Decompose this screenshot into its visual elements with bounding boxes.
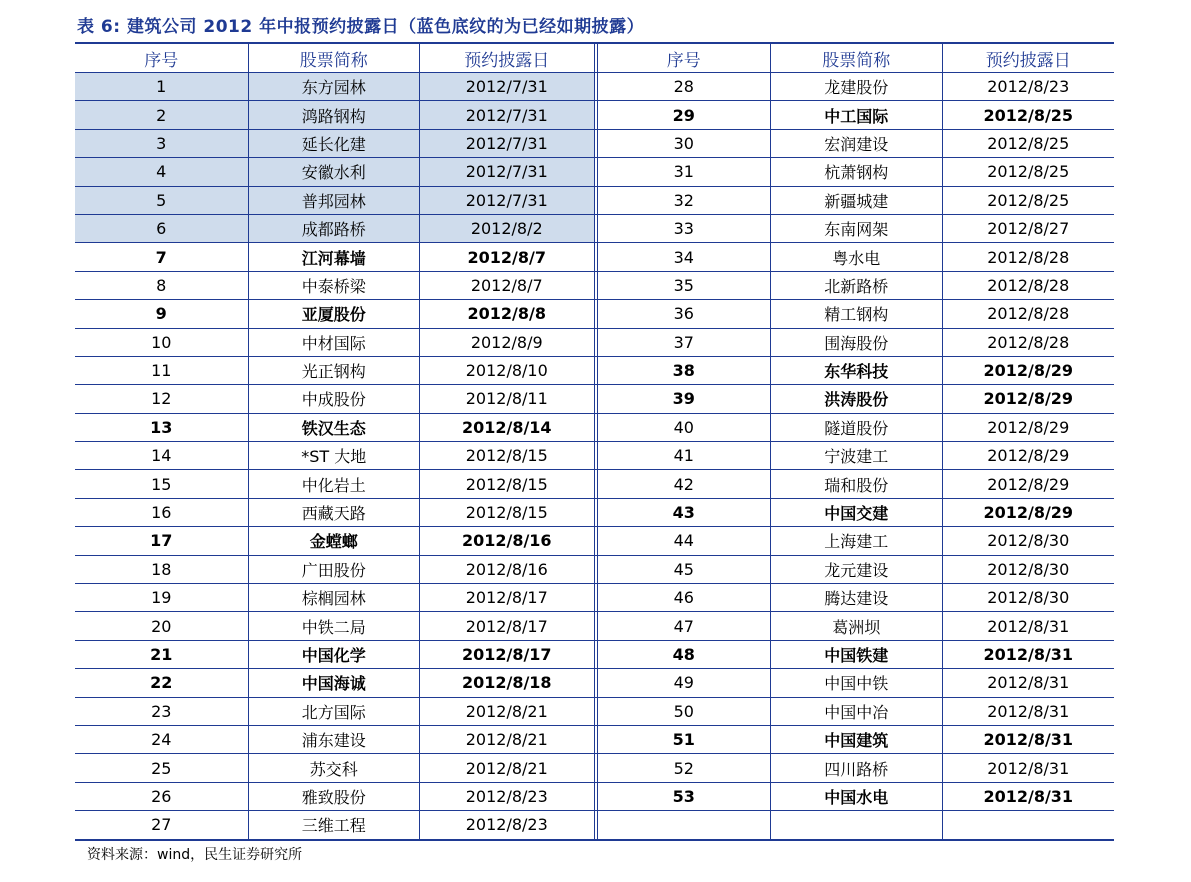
row-no-right: 48	[672, 645, 695, 664]
row-name-right: 宏润建设	[770, 130, 942, 157]
row-no-left: 20	[151, 616, 172, 636]
row-name-left: 苏交科	[248, 754, 420, 781]
row-name-left: 亚厦股份	[248, 300, 420, 327]
row-no-right: 39	[672, 389, 695, 409]
row-name-left: 光正钢构	[248, 357, 420, 384]
row-date-left: 2012/8/18	[419, 669, 594, 696]
row-name-right: 宁波建工	[770, 442, 942, 469]
row-name-right: 龙建股份	[770, 73, 942, 100]
row-name-left: 金螳螂	[248, 527, 420, 554]
row-name-right: 东华科技	[770, 357, 942, 384]
row-no-right: 28	[673, 77, 694, 97]
row-no-right: 45	[673, 559, 694, 579]
row-name-right: 腾达建设	[770, 584, 942, 611]
row-no-left: 21	[150, 645, 173, 664]
row-name-left: 中泰桥梁	[248, 272, 420, 299]
row-date-left: 2012/8/23	[419, 783, 594, 810]
row-name-right: 隧道股份	[770, 414, 942, 441]
table-row	[75, 357, 1114, 385]
row-name-left: 鸿路钢构	[248, 101, 420, 128]
row-date-left: 2012/8/15	[419, 470, 594, 497]
row-date-left: 2012/8/8	[419, 300, 594, 327]
row-name-right: 中国中冶	[770, 698, 942, 725]
row-name-right: 中工国际	[770, 101, 942, 128]
table-header	[75, 44, 1114, 73]
row-date-right: 2012/8/29	[942, 357, 1115, 384]
row-name-right: 四川路桥	[770, 754, 942, 781]
row-no-left: 26	[151, 786, 172, 806]
row-date-right: 2012/8/31	[942, 612, 1115, 639]
header-date-right: 预约披露日	[942, 44, 1115, 72]
table-row	[75, 329, 1114, 357]
row-no-right: 32	[673, 190, 694, 210]
row-date-right: 2012/8/28	[942, 300, 1115, 327]
row-no-right: 40	[673, 417, 694, 437]
row-date-right: 2012/8/25	[942, 130, 1115, 157]
row-name-left: 西藏天路	[248, 499, 420, 526]
row-date-right: 2012/8/27	[942, 215, 1115, 242]
row-date-left: 2012/8/15	[419, 499, 594, 526]
row-date-left: 2012/8/17	[419, 584, 594, 611]
table-row	[75, 470, 1114, 498]
row-no-left: 4	[75, 158, 248, 185]
row-no-left: 7	[155, 247, 167, 267]
table-title: 表 6: 建筑公司 2012 年中报预约披露日（蓝色底纹的为已经如期披露）	[77, 17, 645, 37]
row-date-left: 2012/7/31	[419, 187, 594, 214]
row-no-left: 6	[75, 215, 248, 242]
table-row	[75, 187, 1114, 215]
row-date-left: 2012/8/17	[419, 612, 594, 639]
row-no-right: 33	[673, 219, 694, 239]
row-no-right: 31	[673, 162, 694, 182]
row-name-right: 中国建筑	[770, 726, 942, 753]
table-row	[75, 527, 1114, 555]
row-no-left: 3	[75, 130, 248, 157]
row-name-left: 中铁二局	[248, 612, 420, 639]
row-date-right: 2012/8/29	[942, 499, 1115, 526]
row-no-left: 5	[75, 187, 248, 214]
row-name-left: 延长化建	[248, 130, 420, 157]
table-row	[75, 385, 1114, 413]
table-row	[75, 754, 1114, 782]
row-name-left: 浦东建设	[248, 726, 420, 753]
row-name-left: 三维工程	[248, 811, 420, 838]
row-date-right: 2012/8/31	[942, 783, 1115, 810]
row-no-left: 1	[75, 73, 248, 100]
header-name-right: 股票简称	[770, 44, 942, 72]
row-name-left: 中国海诚	[248, 669, 420, 696]
row-date-right: 2012/8/31	[942, 726, 1115, 753]
row-name-left: 江河幕墙	[248, 243, 420, 270]
table-row	[75, 101, 1114, 129]
row-date-left: 2012/8/7	[419, 272, 594, 299]
row-no-right: 50	[673, 701, 694, 721]
row-no-right: 30	[673, 133, 694, 153]
row-no-right: 29	[672, 105, 695, 125]
row-date-right: 2012/8/28	[942, 329, 1115, 356]
row-name-right: 葛洲坝	[770, 612, 942, 639]
row-no-right: 51	[672, 730, 695, 750]
row-name-right: 洪涛股份	[770, 385, 942, 412]
row-no-left: 25	[151, 758, 172, 778]
row-name-right	[770, 811, 942, 838]
table-row	[75, 130, 1114, 158]
row-no-left: 27	[151, 815, 172, 835]
row-name-right: 精工钢构	[770, 300, 942, 327]
table-row	[75, 215, 1114, 243]
table-row	[75, 584, 1114, 612]
row-name-right: 杭萧钢构	[770, 158, 942, 185]
row-no-left: 8	[156, 275, 167, 295]
row-no-right: 36	[673, 304, 694, 324]
row-name-right: 粤水电	[770, 243, 942, 270]
row-name-left: 棕榈园林	[248, 584, 420, 611]
row-no-right: 47	[673, 616, 694, 636]
source-note: 资料来源：wind，民生证券研究所	[87, 847, 303, 863]
row-date-left: 2012/8/17	[419, 641, 594, 668]
row-no-right: 46	[673, 588, 694, 608]
row-name-right: 东南网架	[770, 215, 942, 242]
row-date-right: 2012/8/28	[942, 272, 1115, 299]
row-name-left: *ST 大地	[248, 442, 420, 469]
row-no-left: 22	[150, 673, 173, 693]
table-row	[75, 158, 1114, 186]
header-no-right: 序号	[666, 50, 701, 71]
row-date-left: 2012/7/31	[419, 158, 594, 185]
row-no-right: 37	[673, 332, 694, 352]
row-date-left: 2012/8/11	[419, 385, 594, 412]
row-date-left: 2012/8/10	[419, 357, 594, 384]
row-date-left: 2012/7/31	[419, 101, 594, 128]
table-row	[75, 811, 1114, 839]
row-date-right: 2012/8/28	[942, 243, 1115, 270]
table-row	[75, 300, 1114, 328]
row-date-right: 2012/8/25	[942, 187, 1115, 214]
row-name-left: 东方园林	[248, 73, 420, 100]
row-no-right: 49	[673, 673, 694, 693]
table-row	[75, 669, 1114, 697]
row-date-right: 2012/8/31	[942, 641, 1115, 668]
row-name-right: 围海股份	[770, 329, 942, 356]
row-name-right: 中国中铁	[770, 669, 942, 696]
row-no-right: 42	[673, 474, 694, 494]
row-name-right: 北新路桥	[770, 272, 942, 299]
row-date-right: 2012/8/23	[942, 73, 1115, 100]
table-row	[75, 499, 1114, 527]
header-date-left: 预约披露日	[419, 44, 594, 72]
table-row	[75, 243, 1114, 271]
row-date-right: 2012/8/25	[942, 101, 1115, 128]
row-no-right: 38	[672, 361, 695, 381]
row-no-right: 43	[672, 503, 695, 523]
table-row	[75, 641, 1114, 669]
row-no-left: 16	[151, 503, 172, 523]
row-date-left: 2012/8/21	[419, 726, 594, 753]
row-name-right: 瑞和股份	[770, 470, 942, 497]
row-no-left: 23	[151, 701, 172, 721]
row-no-left: 17	[150, 531, 173, 551]
row-no-left: 9	[155, 304, 167, 324]
row-name-left: 中成股份	[248, 385, 420, 412]
row-date-left: 2012/8/23	[419, 811, 594, 838]
row-date-right: 2012/8/30	[942, 584, 1115, 611]
table-row	[75, 414, 1114, 442]
row-no-right	[598, 811, 771, 838]
row-name-left: 成都路桥	[248, 215, 420, 242]
row-date-left: 2012/8/21	[419, 698, 594, 725]
row-name-right: 中国铁建	[770, 641, 942, 668]
table-row	[75, 726, 1114, 754]
table-row	[75, 272, 1114, 300]
row-no-left: 12	[151, 389, 172, 409]
row-name-right: 中国交建	[770, 499, 942, 526]
row-name-left: 雅致股份	[248, 783, 420, 810]
row-date-right: 2012/8/31	[942, 754, 1115, 781]
row-no-right: 34	[673, 247, 694, 267]
row-no-left: 14	[151, 446, 172, 466]
row-date-right: 2012/8/29	[942, 442, 1115, 469]
row-no-left: 11	[151, 361, 172, 381]
row-name-left: 普邦园林	[248, 187, 420, 214]
row-date-left: 2012/7/31	[419, 130, 594, 157]
row-no-right: 35	[673, 275, 694, 295]
row-no-right: 44	[673, 531, 694, 551]
table-row	[75, 612, 1114, 640]
disclosure-table	[75, 44, 1114, 840]
row-date-right: 2012/8/29	[942, 414, 1115, 441]
row-date-right: 2012/8/30	[942, 527, 1115, 554]
row-name-left: 安徽水利	[248, 158, 420, 185]
row-date-right: 2012/8/29	[942, 385, 1115, 412]
row-no-left: 13	[150, 417, 173, 437]
row-no-right: 53	[672, 786, 695, 806]
row-name-right: 上海建工	[770, 527, 942, 554]
row-date-left: 2012/8/2	[419, 215, 594, 242]
row-date-left: 2012/8/16	[419, 556, 594, 583]
row-date-left: 2012/8/16	[419, 527, 594, 554]
row-no-right: 52	[673, 758, 694, 778]
row-no-left: 2	[75, 101, 248, 128]
row-name-left: 铁汉生态	[248, 414, 420, 441]
row-no-left: 10	[151, 332, 172, 352]
row-date-left: 2012/7/31	[419, 73, 594, 100]
table-row	[75, 783, 1114, 811]
row-no-left: 18	[151, 559, 172, 579]
row-no-left: 19	[151, 588, 172, 608]
row-name-left: 中化岩土	[248, 470, 420, 497]
row-date-right: 2012/8/29	[942, 470, 1115, 497]
table-row	[75, 442, 1114, 470]
row-date-right: 2012/8/30	[942, 556, 1115, 583]
row-no-right: 41	[673, 446, 694, 466]
row-date-left: 2012/8/15	[419, 442, 594, 469]
table-row	[75, 556, 1114, 584]
row-date-left: 2012/8/7	[419, 243, 594, 270]
header-no-left: 序号	[144, 50, 179, 71]
row-date-left: 2012/8/14	[419, 414, 594, 441]
bottom-rule	[75, 839, 1114, 841]
row-date-left: 2012/8/21	[419, 754, 594, 781]
row-date-right: 2012/8/25	[942, 158, 1115, 185]
row-no-left: 15	[151, 474, 172, 494]
row-name-right: 龙元建设	[770, 556, 942, 583]
row-name-right: 新疆城建	[770, 187, 942, 214]
row-name-left: 广田股份	[248, 556, 420, 583]
row-date-left: 2012/8/9	[419, 329, 594, 356]
row-date-right	[942, 811, 1115, 838]
row-name-left: 中国化学	[248, 641, 420, 668]
row-date-right: 2012/8/31	[942, 698, 1115, 725]
table-row	[75, 698, 1114, 726]
table-row	[75, 73, 1114, 101]
row-name-left: 北方国际	[248, 698, 420, 725]
header-name-left: 股票简称	[248, 44, 420, 72]
row-date-right: 2012/8/31	[942, 669, 1115, 696]
row-name-right: 中国水电	[770, 783, 942, 810]
row-no-left: 24	[151, 730, 172, 750]
row-name-left: 中材国际	[248, 329, 420, 356]
